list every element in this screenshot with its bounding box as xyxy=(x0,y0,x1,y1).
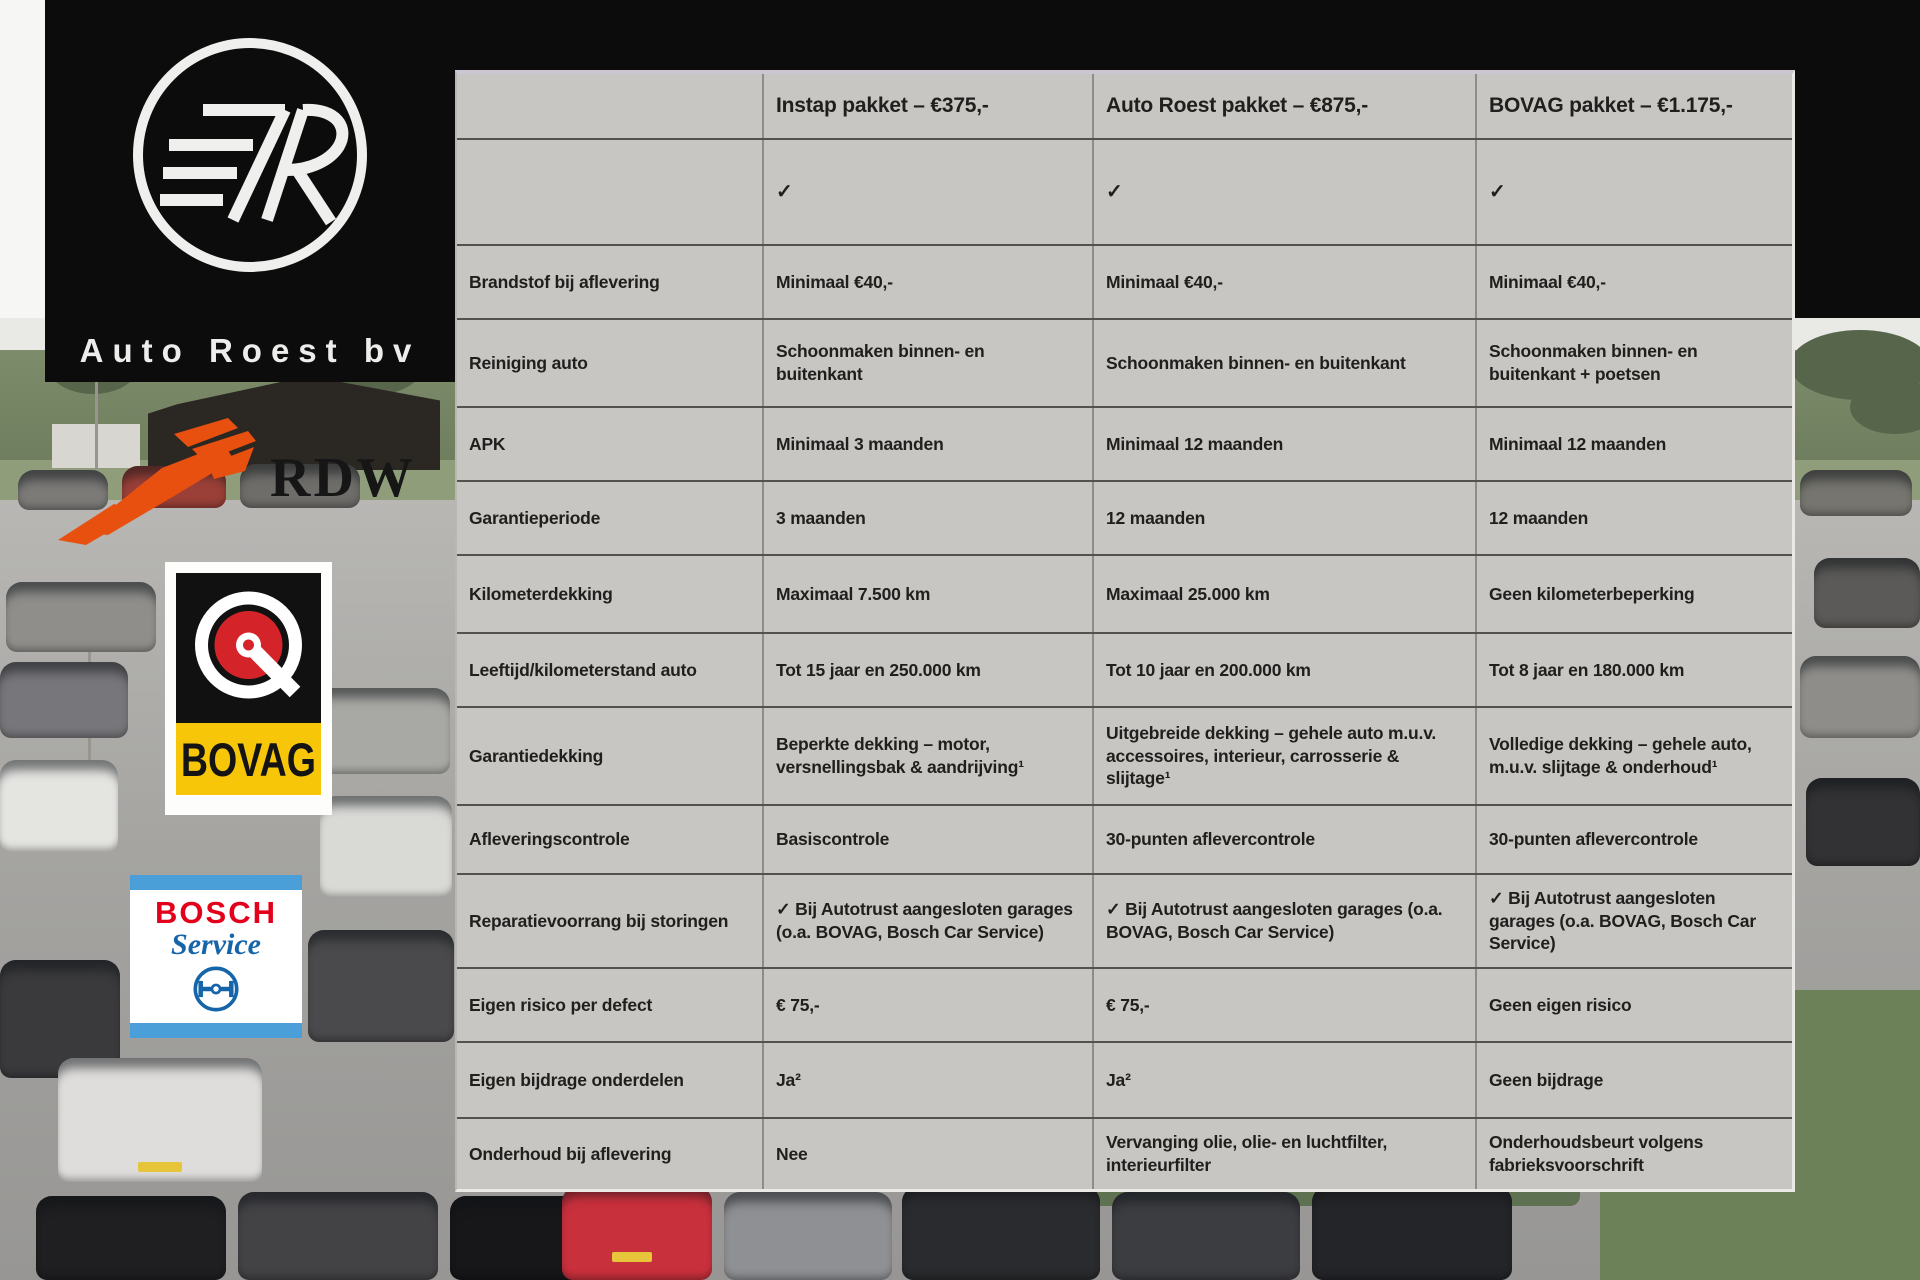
cell-bovag: 12 maanden xyxy=(1475,482,1792,554)
cell-bovag: ✓ Bij Autotrust aangesloten garages (o.a. BOVAG, Bosch Car Service) xyxy=(1475,875,1792,967)
row-label: Eigen risico per defect xyxy=(469,994,653,1015)
table-row xyxy=(457,554,1792,632)
bosch-center xyxy=(130,890,302,1023)
brand-name: Auto Roest bv xyxy=(79,332,421,369)
parked-car xyxy=(6,582,156,652)
cell-auto-roest: Uitgebreide dekking – gehele auto m.u.v. accessoires, interieur, carrosserie & slijtage¹ xyxy=(1092,708,1475,804)
row-label: Garantieperiode xyxy=(469,507,601,528)
cell-instap: Schoonmaken binnen- en buitenkant xyxy=(762,320,1092,406)
row-label: Garantiedekking xyxy=(469,745,604,766)
cell-bovag: Geen bijdrage xyxy=(1475,1043,1792,1117)
parked-car xyxy=(0,662,128,738)
license-plate xyxy=(612,1252,652,1262)
row-label: Afleveringscontrole xyxy=(469,829,630,850)
cell-bovag: Schoonmaken binnen- en buitenkant + poetsen xyxy=(1475,320,1792,406)
table-row xyxy=(457,706,1792,804)
cell-instap: Basiscontrole xyxy=(762,806,1092,873)
included-row xyxy=(457,138,1792,244)
cell-bovag: Minimaal €40,- xyxy=(1475,246,1792,318)
parked-car xyxy=(1814,558,1920,628)
cell-instap: Maximaal 7.500 km xyxy=(762,556,1092,632)
cell-instap: Ja² xyxy=(762,1043,1092,1117)
cell-auto-roest: ✓ Bij Autotrust aangesloten garages (o.a. BOVAG, Bosch Car Service) xyxy=(1092,875,1475,967)
parked-car xyxy=(902,1186,1100,1280)
parked-car xyxy=(1806,778,1920,866)
cell-auto-roest: Schoonmaken binnen- en buitenkant xyxy=(1092,320,1475,406)
bovag-wordmark: BOVAG xyxy=(180,732,317,786)
header-auto-roest-pakket: Auto Roest pakket – €875,- xyxy=(1092,74,1475,138)
row-label: Brandstof bij aflevering xyxy=(469,271,660,292)
rdw-wing-icon xyxy=(58,418,268,548)
parked-car xyxy=(320,796,452,898)
row-label: Reiniging auto xyxy=(469,352,588,373)
cell-bovag: Volledige dekking – gehele auto, m.u.v. slijtage & onderhoud¹ xyxy=(1475,708,1792,804)
table-row xyxy=(457,873,1792,967)
header-instap-pakket: Instap pakket – €375,- xyxy=(762,74,1092,138)
cell-auto-roest: Ja² xyxy=(1092,1043,1475,1117)
header-bovag-pakket: BOVAG pakket – €1.175,- xyxy=(1475,74,1792,138)
cell-auto-roest: € 75,- xyxy=(1092,969,1475,1041)
bosch-bottom-bar xyxy=(130,1023,302,1038)
bosch-service-logo xyxy=(130,875,302,1038)
cell-auto-roest: Vervanging olie, olie- en luchtfilter, interieurfilter xyxy=(1092,1119,1475,1189)
parked-car xyxy=(724,1192,892,1280)
parked-car xyxy=(1800,470,1912,516)
cell-bovag: Geen kilometerbeperking xyxy=(1475,556,1792,632)
parked-car xyxy=(238,1192,438,1280)
row-label: Onderhoud bij aflevering xyxy=(469,1143,672,1164)
table-row xyxy=(457,804,1792,873)
bosch-armature-icon xyxy=(189,962,243,1016)
cell-instap: Minimaal €40,- xyxy=(762,246,1092,318)
check-icon: ✓ xyxy=(1475,140,1792,244)
cell-auto-roest: Tot 10 jaar en 200.000 km xyxy=(1092,634,1475,706)
row-label: Kilometerdekking xyxy=(469,583,613,604)
cell-instap: Beperkte dekking – motor, versnellingsbak & aandrijving¹ xyxy=(762,708,1092,804)
rdw-logo xyxy=(58,418,416,548)
row-label: Reparatievoorrang bij storingen xyxy=(469,910,729,931)
cell-instap: 3 maanden xyxy=(762,482,1092,554)
parked-car xyxy=(1312,1186,1512,1280)
table-header-row xyxy=(457,74,1792,138)
row-label xyxy=(457,140,762,244)
parked-car xyxy=(1112,1192,1300,1280)
cell-auto-roest: Maximaal 25.000 km xyxy=(1092,556,1475,632)
table-row xyxy=(457,406,1792,480)
table-row xyxy=(457,480,1792,554)
table-row xyxy=(457,318,1792,406)
parked-car xyxy=(36,1196,226,1280)
cell-auto-roest: 30-punten aflevercontrole xyxy=(1092,806,1475,873)
cell-bovag: 30-punten aflevercontrole xyxy=(1475,806,1792,873)
cell-bovag: Minimaal 12 maanden xyxy=(1475,408,1792,480)
cell-bovag: Onderhoudsbeurt volgens fabrieksvoorschrift xyxy=(1475,1119,1792,1189)
header-empty xyxy=(457,74,762,138)
cell-auto-roest: Minimaal €40,- xyxy=(1092,246,1475,318)
table-row xyxy=(457,244,1792,318)
row-label: Eigen bijdrage onderdelen xyxy=(469,1069,684,1090)
cell-instap: Minimaal 3 maanden xyxy=(762,408,1092,480)
table-row xyxy=(457,1117,1792,1189)
table-row xyxy=(457,967,1792,1041)
package-comparison-table xyxy=(455,70,1795,1192)
cell-instap: Tot 15 jaar en 250.000 km xyxy=(762,634,1092,706)
parked-van xyxy=(0,760,118,852)
bosch-service-wordmark: Service xyxy=(171,928,261,962)
cell-instap: € 75,- xyxy=(762,969,1092,1041)
row-label: APK xyxy=(469,433,506,454)
cell-auto-roest: 12 maanden xyxy=(1092,482,1475,554)
auto-roest-7r-icon xyxy=(125,30,375,280)
left-margin xyxy=(0,0,45,318)
parked-car xyxy=(308,930,454,1042)
license-plate xyxy=(138,1162,182,1172)
rdw-wordmark: RDW xyxy=(270,447,416,509)
cell-bovag: Tot 8 jaar en 180.000 km xyxy=(1475,634,1792,706)
cell-bovag: Geen eigen risico xyxy=(1475,969,1792,1041)
bosch-top-bar xyxy=(130,875,302,890)
check-icon: ✓ xyxy=(762,140,1092,244)
table-row xyxy=(457,1041,1792,1117)
cell-instap: Nee xyxy=(762,1119,1092,1189)
row-label: Leeftijd/kilometerstand auto xyxy=(469,659,697,680)
parked-car xyxy=(1800,656,1920,738)
bovag-emblem-icon xyxy=(176,573,321,723)
parked-car-red xyxy=(562,1186,712,1280)
table-row xyxy=(457,632,1792,706)
bovag-yellow-strip xyxy=(176,723,321,795)
cell-auto-roest: Minimaal 12 maanden xyxy=(1092,408,1475,480)
cell-instap: ✓ Bij Autotrust aangesloten garages (o.a. BOVAG, Bosch Car Service) xyxy=(762,875,1092,967)
bovag-logo xyxy=(165,562,332,815)
check-icon: ✓ xyxy=(1092,140,1475,244)
bosch-wordmark: BOSCH xyxy=(155,895,277,931)
